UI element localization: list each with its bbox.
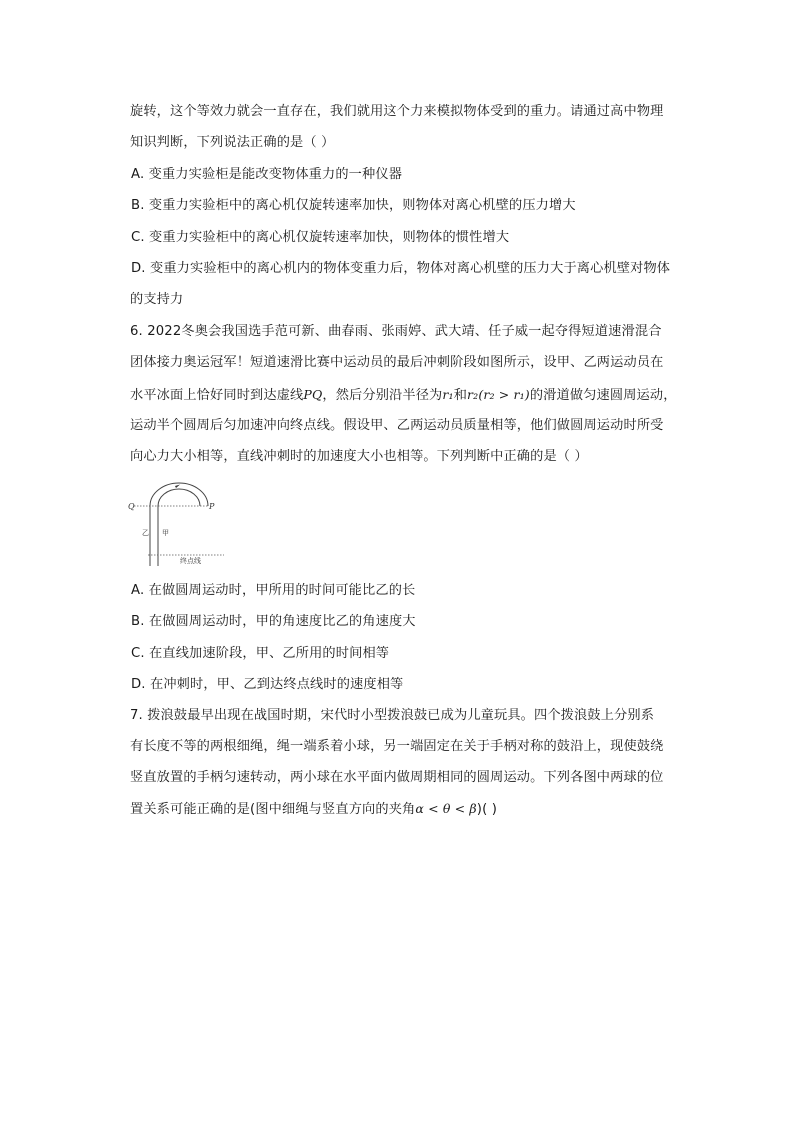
outer-track-path — [150, 483, 208, 566]
q5-text-line-1: 旋转，这个等效力就会一直存在，我们就用这个力来模拟物体受到的重力。请通过高中物理 — [130, 104, 664, 119]
q6-text-line-5: 向心力大小相等，直线冲刺时的加速度大小也相等。下列判断中正确的是（ ） — [130, 449, 588, 464]
q5-option-c: C. 变重力实验柜中的离心机仅旋转速率加快，则物体的惯性增大 — [131, 230, 510, 245]
q6-line3-part-c: 和 — [453, 388, 468, 403]
q5-option-a: A. 变重力实验柜是能改变物体重力的一种仪器 — [131, 167, 403, 182]
q7-text-line-3: 竖直放置的手柄匀速转动，两小球在水平面内做周期相同的圆周运动。下列各图中两球的位 — [130, 770, 664, 785]
q6-text-line-2: 团体接力奥运冠军！短道速滑比赛中运动员的最后冲刺阶段如图所示，设甲、乙两运动员在 — [130, 355, 664, 370]
label-finish-line: 终点线 — [180, 557, 201, 565]
q7-text-line-4 — [130, 799, 700, 820]
q6-text-line-1: 6. 2022冬奥会我国选手范可新、曲春雨、张雨婷、武大靖、任子威一起夺得短道速滑混合 — [130, 324, 662, 339]
label-p: P — [209, 502, 215, 511]
track-diagram — [128, 476, 228, 568]
q5-text-line-2: 知识判断，下列说法正确的是（ ） — [130, 135, 335, 150]
q7-text-line-2: 有长度不等的两根细绳，绳一端系着小球，另一端固定在关于手柄对称的鼓沿上，现使鼓绕 — [130, 739, 664, 754]
q6-option-a: A. 在做圆周运动时，甲所用的时间可能比乙的长 — [131, 583, 416, 598]
q7-text-line-1: 7. 拨浪鼓最早出现在战国时期，宋代时小型拨浪鼓已成为儿童玩具。四个拨浪鼓上分别系 — [130, 708, 655, 723]
q6-line3-pq: PQ — [303, 387, 323, 402]
q6-option-d: D. 在冲刺时，甲、乙到达终点线时的速度相等 — [131, 677, 404, 692]
q6-text-line-3 — [130, 385, 700, 406]
q6-text-line-4: 运动半个圆周后匀加速冲向终点线。假设甲、乙两运动员质量相等，他们做圆周运动时所受 — [130, 418, 664, 433]
q6-option-c: C. 在直线加速阶段，甲、乙所用的时间相等 — [131, 646, 390, 661]
q6-line3-part-d: 的滑道做匀速圆周运动， — [529, 388, 677, 403]
inner-track-path — [158, 489, 200, 566]
q5-option-b: B. 变重力实验柜中的离心机仅旋转速率加快，则物体对离心机壁的压力增大 — [131, 198, 576, 213]
q6-line3-part-b: ，然后分别沿半径为 — [322, 388, 443, 403]
label-q: Q — [128, 502, 135, 511]
q6-line3-r1: r₁ — [442, 387, 454, 402]
q7-angle-inequality: α < θ < β — [415, 801, 477, 816]
label-yi: 乙 — [142, 529, 149, 537]
q7-line4-part-b: )( ) — [476, 802, 498, 817]
q5-option-d-line-2: 的支持力 — [130, 292, 184, 307]
q6-line3-part-a: 水平冰面上恰好同时到达虚线 — [130, 388, 304, 403]
label-jia: 甲 — [162, 529, 169, 537]
q6-option-b: B. 在做圆周运动时，甲的角速度比乙的角速度大 — [131, 614, 416, 629]
q7-line4-part-a: 置关系可能正确的是(图中细绳与竖直方向的夹角 — [130, 802, 416, 817]
direction-arrow-icon — [175, 485, 180, 489]
q5-option-d-line-1: D. 变重力实验柜中的离心机内的物体变重力后，物体对离心机壁的压力大于离心机壁对物体 — [131, 261, 671, 276]
q6-track-figure — [128, 476, 228, 568]
q6-line3-r2-condition: r₂(r₂ > r₁) — [467, 387, 530, 402]
